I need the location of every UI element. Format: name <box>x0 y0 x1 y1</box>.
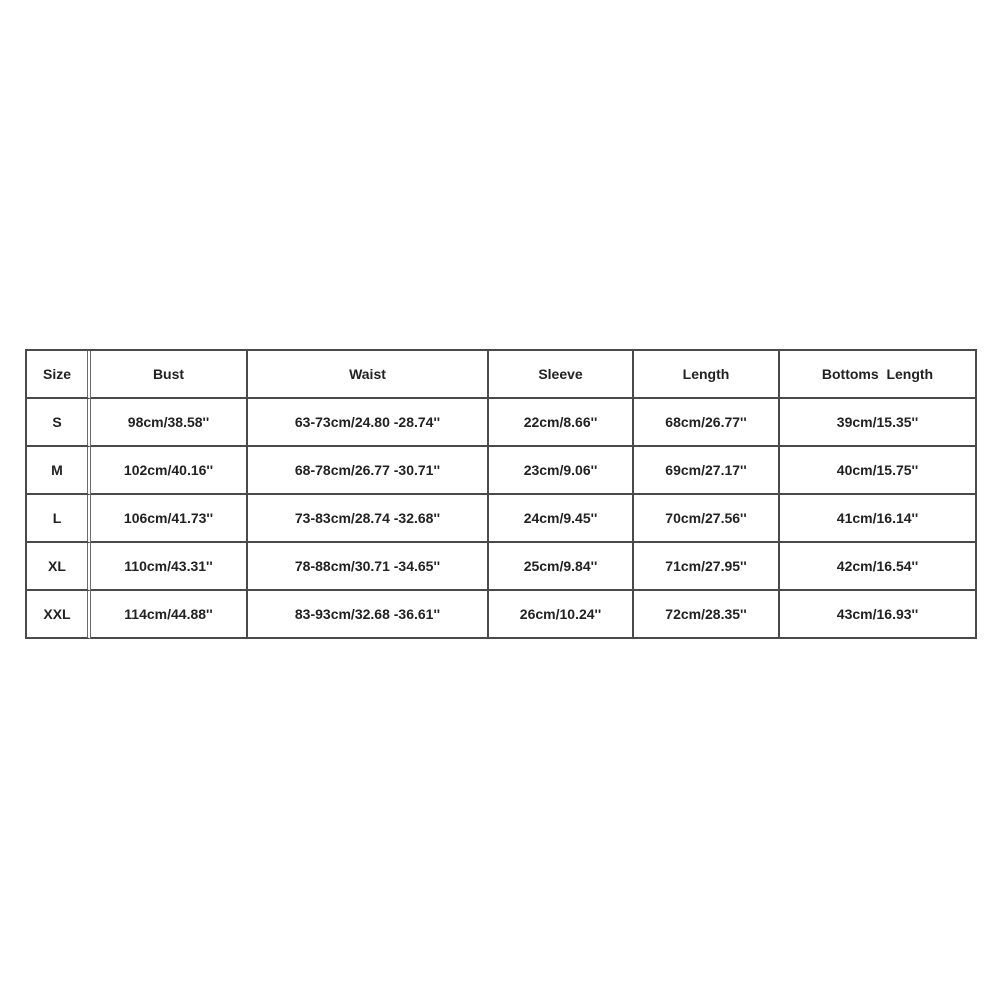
cell-size: XXL <box>27 591 91 639</box>
header-bust: Bust <box>91 351 248 399</box>
header-size: Size <box>27 351 91 399</box>
cell-size: L <box>27 495 91 543</box>
cell-bust: 106cm/41.73'' <box>91 495 248 543</box>
cell-length: 68cm/26.77'' <box>634 399 780 447</box>
cell-bust: 110cm/43.31'' <box>91 543 248 591</box>
cell-length: 69cm/27.17'' <box>634 447 780 495</box>
cell-size: M <box>27 447 91 495</box>
table-row <box>27 591 977 639</box>
cell-bottoms-length: 40cm/15.75'' <box>780 447 977 495</box>
cell-bottoms-length: 41cm/16.14'' <box>780 495 977 543</box>
cell-length: 72cm/28.35'' <box>634 591 780 639</box>
header-waist: Waist <box>248 351 489 399</box>
cell-bottoms-length: 42cm/16.54'' <box>780 543 977 591</box>
cell-bust: 102cm/40.16'' <box>91 447 248 495</box>
table-row <box>27 543 977 591</box>
cell-sleeve: 25cm/9.84'' <box>489 543 634 591</box>
cell-sleeve: 24cm/9.45'' <box>489 495 634 543</box>
cell-length: 71cm/27.95'' <box>634 543 780 591</box>
cell-bottoms-length: 43cm/16.93'' <box>780 591 977 639</box>
size-chart-table <box>25 349 977 639</box>
table-row <box>27 447 977 495</box>
cell-bust: 98cm/38.58'' <box>91 399 248 447</box>
cell-sleeve: 23cm/9.06'' <box>489 447 634 495</box>
cell-sleeve: 26cm/10.24'' <box>489 591 634 639</box>
table-body <box>27 399 977 639</box>
cell-waist: 63-73cm/24.80 -28.74'' <box>248 399 489 447</box>
header-sleeve: Sleeve <box>489 351 634 399</box>
cell-waist: 68-78cm/26.77 -30.71'' <box>248 447 489 495</box>
cell-size: S <box>27 399 91 447</box>
cell-waist: 83-93cm/32.68 -36.61'' <box>248 591 489 639</box>
cell-waist: 78-88cm/30.71 -34.65'' <box>248 543 489 591</box>
cell-length: 70cm/27.56'' <box>634 495 780 543</box>
header-length: Length <box>634 351 780 399</box>
table-header <box>27 351 977 399</box>
cell-waist: 73-83cm/28.74 -32.68'' <box>248 495 489 543</box>
header-row <box>27 351 977 399</box>
table-row <box>27 399 977 447</box>
cell-bottoms-length: 39cm/15.35'' <box>780 399 977 447</box>
table-row <box>27 495 977 543</box>
header-bottoms-length: Bottoms Length <box>780 351 977 399</box>
cell-sleeve: 22cm/8.66'' <box>489 399 634 447</box>
cell-bust: 114cm/44.88'' <box>91 591 248 639</box>
cell-size: XL <box>27 543 91 591</box>
